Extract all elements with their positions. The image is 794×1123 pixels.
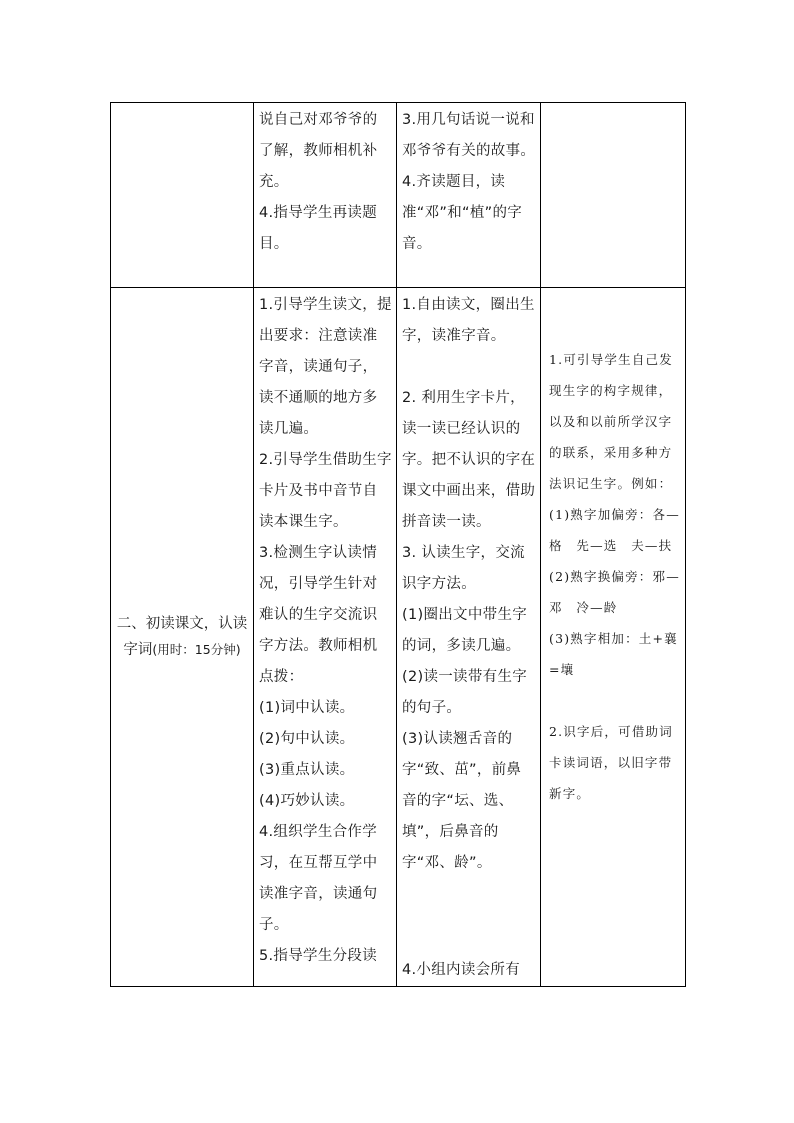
design-note: (3)熟字相加：土+襄=壤 xyxy=(549,631,678,677)
teacher-step: 说自己对邓爷爷的了解，教师相机补充。 xyxy=(259,112,378,190)
stage-time: (用时：15分钟) xyxy=(152,642,241,657)
teacher-step: 3.检测生字认读情况，引导学生针对难认的生字交流识字方法。教师相机点拨： xyxy=(259,545,378,685)
stage-cell xyxy=(111,288,254,987)
teacher-substep: (2)句中认读。 xyxy=(259,731,355,747)
teacher-activity-cell xyxy=(254,288,397,987)
student-step: 1.自由读文，圈出生字，读准字音。 xyxy=(402,297,535,344)
design-notes-cell xyxy=(541,288,686,987)
table-row xyxy=(111,103,686,288)
teacher-step: 4.组织学生合作学习，在互帮互学中读准字音，读通句子。 xyxy=(259,824,378,933)
student-step: 3.用几句话说一说和邓爷爷有关的故事。 xyxy=(402,112,536,159)
design-notes-cell xyxy=(541,103,686,288)
student-substep: (2)读一读带有生字的句子。 xyxy=(402,669,528,716)
student-step: 4.齐读题目，读准“邓”和“植”的字音。 xyxy=(402,174,523,252)
teacher-step: 2.引导学生借助生字卡片及书中音节自读本课生字。 xyxy=(259,452,392,530)
teacher-step: 1.引导学生读文，提出要求：注意读准字音，读通句子，读不通顺的地方多读几遍。 xyxy=(259,297,392,437)
stage-cell xyxy=(111,103,254,288)
design-note: (1)熟字加偏旁：各—格 先—选 夫—扶 xyxy=(549,507,680,553)
student-activity-cell xyxy=(397,103,541,288)
teacher-step: 5.指导学生分段读 xyxy=(259,948,378,964)
teacher-substep: (3)重点认读。 xyxy=(259,762,355,778)
student-step: 4.小组内读会所有 xyxy=(402,962,521,978)
student-step: 3. 认读生字，交流识字方法。 xyxy=(402,545,525,592)
teacher-substep: (1)词中认读。 xyxy=(259,700,355,716)
teacher-activity-cell xyxy=(254,103,397,288)
table-row xyxy=(111,288,686,987)
stage-label: 二、初读课文，认读字词 xyxy=(116,616,248,658)
design-note: 2.识字后，可借助词卡读词语，以旧字带新字。 xyxy=(549,724,673,801)
student-substep: (1)圈出文中带生字的词，多读几遍。 xyxy=(402,607,528,654)
design-note: (2)熟字换偏旁：邪—邓 冷—龄 xyxy=(549,569,680,615)
teacher-step: 4.指导学生再读题目。 xyxy=(259,205,378,252)
lesson-plan-table xyxy=(110,102,686,987)
design-note: 1.可引导学生自己发现生字的构字规律，以及和以前所学汉字的联系，采用多种方法识记生字。例如： xyxy=(549,352,673,491)
student-activity-cell xyxy=(397,288,541,987)
teacher-substep: (4)巧妙认读。 xyxy=(259,793,355,809)
student-substep: (3)认读翘舌音的字“致、茁”，前鼻音的字“坛、选、填”，后鼻音的字“邓、龄”。 xyxy=(402,731,522,871)
student-step: 2. 利用生字卡片，读一读已经认识的字。把不认识的字在课文中画出来，借助拼音读一读。 xyxy=(402,390,536,530)
